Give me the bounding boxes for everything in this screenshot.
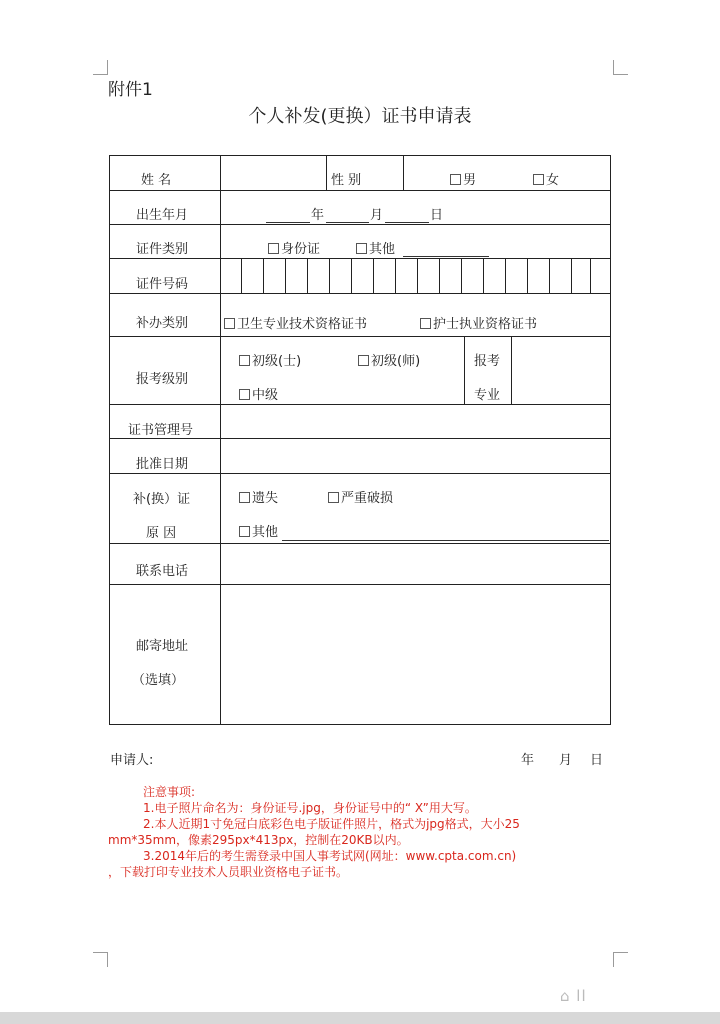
gender-label: 性 别 xyxy=(331,173,362,188)
watermark: ⌂ ll xyxy=(560,987,587,1005)
name-label: 姓 名 xyxy=(141,173,172,188)
corner-mark-top-right xyxy=(613,60,628,75)
reason-other-checkbox[interactable] xyxy=(239,526,250,537)
notes-section xyxy=(108,784,614,880)
health-cert-checkbox[interactable] xyxy=(224,318,235,329)
id-type-option-idcard[interactable]: 身份证 xyxy=(268,242,320,258)
page-title: 个人补发(更换）证书申请表 xyxy=(248,106,472,127)
applicant-label: 申请人: xyxy=(110,753,154,768)
phone-label: 联系电话 xyxy=(136,564,189,579)
junior-teacher-checkbox[interactable] xyxy=(358,355,369,366)
birth-month-unit: 月 xyxy=(370,208,384,223)
corner-mark-bottom-right xyxy=(613,952,628,967)
exam-level-option-junior-teacher[interactable]: 初级(师) xyxy=(358,354,420,370)
birth-label: 出生年月 xyxy=(136,208,189,223)
reason-option-lost[interactable]: 遗失 xyxy=(239,491,278,507)
male-checkbox[interactable] xyxy=(450,174,461,185)
footer-month: 月 xyxy=(559,753,573,768)
footer-year: 年 xyxy=(521,753,535,768)
junior-shi-checkbox[interactable] xyxy=(239,355,250,366)
intermediate-checkbox[interactable] xyxy=(239,389,250,400)
exam-level-option-junior-shi[interactable]: 初级(士) xyxy=(239,354,301,370)
reissue-type-label: 补办类别 xyxy=(136,316,189,331)
notes-line-3b: ，下载打印专业技术人员职业资格电子证书。 xyxy=(108,865,349,879)
male-option[interactable]: 男 xyxy=(450,173,476,189)
reason-label-line2: 原 因 xyxy=(146,526,177,541)
idcard-checkbox[interactable] xyxy=(268,243,279,254)
corner-mark-bottom-left xyxy=(93,952,108,967)
reason-label-line1: 补(换）证 xyxy=(133,492,191,507)
birth-year-blank[interactable] xyxy=(266,222,310,223)
exam-level-option-intermediate[interactable]: 中级 xyxy=(239,388,278,404)
corner-mark-top-left xyxy=(93,60,108,75)
notes-line-2b: mm*35mm，像素295px*413px，控制在20KB以内。 xyxy=(108,833,409,847)
lost-checkbox[interactable] xyxy=(239,492,250,503)
exam-major-label-line2: 专业 xyxy=(474,388,501,403)
exam-level-label: 报考级别 xyxy=(136,372,189,387)
bottom-bar xyxy=(0,1012,720,1024)
notes-line-1: 1.电子照片命名为：身份证号.jpg，身份证号中的“ X”用大写。 xyxy=(143,801,477,815)
footer-day: 日 xyxy=(590,753,604,768)
reissue-option-nurse-cert[interactable]: 护士执业资格证书 xyxy=(420,317,537,333)
cert-number-label: 证书管理号 xyxy=(128,423,194,438)
id-number-label: 证件号码 xyxy=(136,277,189,292)
reason-option-damaged[interactable]: 严重破损 xyxy=(328,491,393,507)
address-label-line1: 邮寄地址 xyxy=(136,639,189,654)
id-other-blank[interactable] xyxy=(403,256,489,257)
reissue-option-health-cert[interactable]: 卫生专业技术资格证书 xyxy=(224,317,367,333)
notes-title: 注意事项: xyxy=(143,785,196,799)
reason-other-blank[interactable] xyxy=(282,540,609,541)
birth-day-unit: 日 xyxy=(430,208,444,223)
female-checkbox[interactable] xyxy=(533,174,544,185)
damaged-checkbox[interactable] xyxy=(328,492,339,503)
exam-major-label-line1: 报考 xyxy=(474,354,501,369)
id-type-option-other[interactable]: 其他 xyxy=(356,242,395,258)
birth-year-unit: 年 xyxy=(311,208,325,223)
reason-option-other[interactable]: 其他 xyxy=(239,525,278,541)
address-label-line2: （选填） xyxy=(132,673,185,688)
notes-line-3a: 3.2014年后的考生需登录中国人事考试网(网址：www.cpta.com.cn) xyxy=(143,849,517,863)
approval-date-label: 批准日期 xyxy=(136,457,189,472)
birth-month-blank[interactable] xyxy=(326,222,369,223)
notes-line-2a: 2.本人近期1寸免冠白底彩色电子版证件照片，格式为jpg格式，大小25 xyxy=(143,817,520,831)
id-other-checkbox[interactable] xyxy=(356,243,367,254)
id-type-label: 证件类别 xyxy=(136,242,189,257)
female-option[interactable]: 女 xyxy=(533,173,559,189)
attachment-label: 附件1 xyxy=(108,80,153,100)
birth-day-blank[interactable] xyxy=(385,222,429,223)
nurse-cert-checkbox[interactable] xyxy=(420,318,431,329)
